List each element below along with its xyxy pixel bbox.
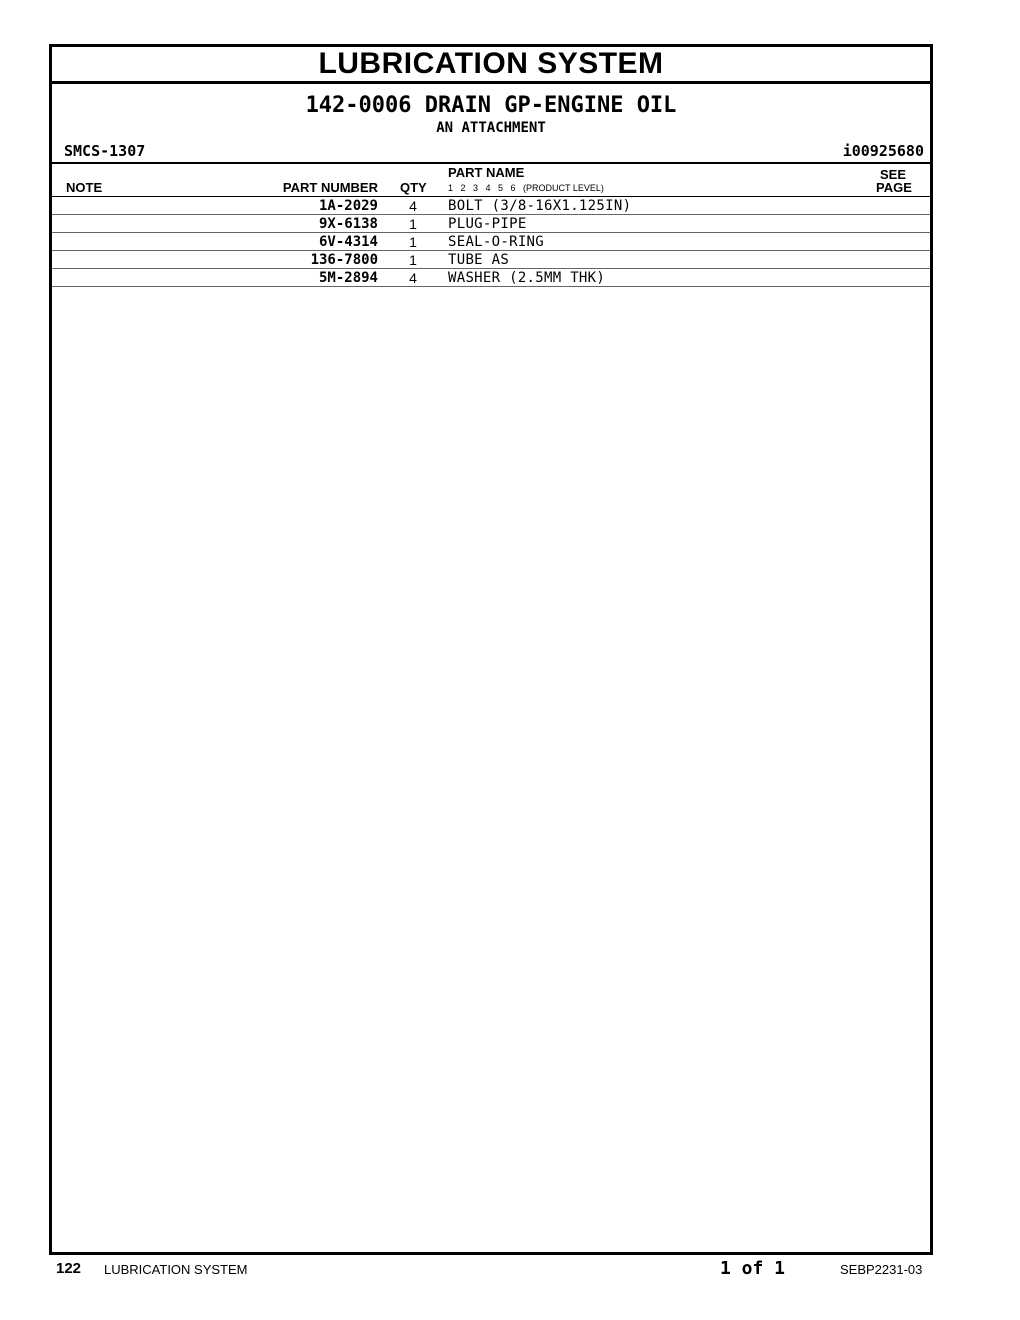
group-subtitle: AN ATTACHMENT (436, 120, 546, 136)
col-page: PAGE (876, 180, 912, 195)
smcs-code: SMCS-1307 (64, 142, 146, 160)
document-id: SEBP2231-03 (840, 1262, 923, 1277)
reference-row (52, 140, 930, 164)
table-row (52, 197, 930, 215)
section-title: LUBRICATION SYSTEM (52, 47, 930, 84)
part-name: PLUG-PIPE (448, 216, 527, 232)
col-see: SEE (880, 167, 907, 182)
illustration-id: i00925680 (842, 142, 924, 160)
parts-page-frame (49, 44, 933, 1255)
footer-section: LUBRICATION SYSTEM (104, 1262, 248, 1277)
page-of: 1 of 1 (720, 1258, 786, 1279)
part-qty: 4 (409, 270, 417, 286)
part-number: 6V-4314 (318, 234, 378, 250)
table-row (52, 251, 930, 269)
part-name: WASHER (2.5MM THK) (448, 270, 606, 286)
part-name: TUBE AS (448, 252, 510, 268)
part-number: 1A-2029 (318, 198, 378, 214)
page-footer (0, 1258, 1020, 1282)
col-product-level: 1 2 3 4 5 6 (PRODUCT LEVEL) (448, 183, 604, 193)
part-number: 136-7800 (310, 252, 378, 268)
part-number: 9X-6138 (318, 216, 378, 232)
table-row (52, 215, 930, 233)
col-part-name: PART NAME (448, 165, 525, 180)
part-qty: 4 (409, 198, 417, 214)
column-headers (52, 164, 930, 197)
part-qty: 1 (409, 216, 417, 232)
col-qty: QTY (400, 180, 427, 195)
col-note: NOTE (66, 180, 103, 195)
part-name: BOLT (3/8-16X1.125IN) (448, 198, 632, 214)
table-row (52, 233, 930, 251)
part-name: SEAL-O-RING (448, 234, 545, 250)
part-number: 5M-2894 (318, 270, 378, 286)
page-number: 122 (56, 1260, 82, 1277)
group-title: 142-0006 DRAIN GP-ENGINE OIL (305, 93, 677, 118)
col-part-number: PART NUMBER (282, 180, 378, 195)
part-qty: 1 (409, 234, 417, 250)
table-row (52, 269, 930, 287)
part-qty: 1 (409, 252, 417, 268)
